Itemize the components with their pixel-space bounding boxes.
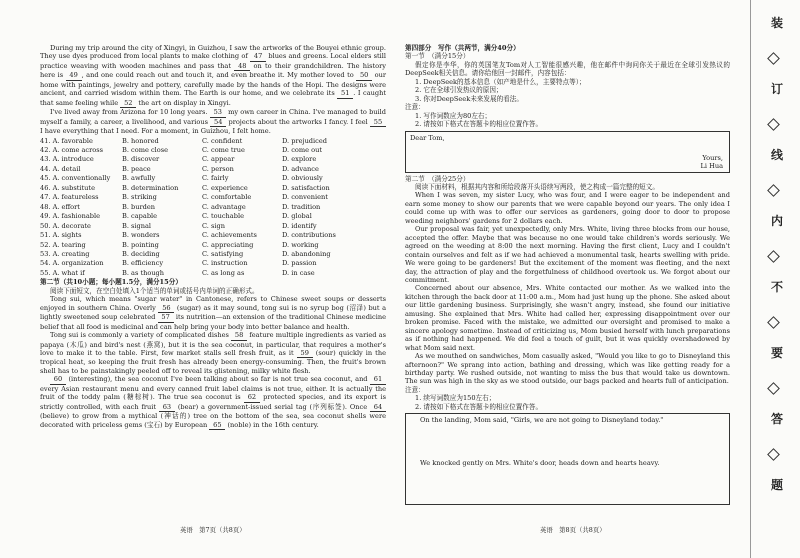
blank-51[interactable]: 51 bbox=[337, 89, 353, 98]
passage-para-2: I've lived away from Arizona for 10 long years. 53 my own career in China. I've managed to build myself a family, a career, a livelihood, and various 54 projects about the artworks I fancy. I feel 55 I have everything that I need. For a moment, in Guizhou, I felt home. bbox=[40, 108, 386, 136]
blank-65[interactable]: 65 bbox=[209, 421, 225, 430]
story-para-3: Concerned about our absence, Mrs. White contacted our mother. As we walked into the kitchen through the back door at 11:00 a.m., Mom had just hung up the phone. She asked about our little gardening business. Surprisingly, she wasn't angry, instead, she found our initiative amusing. She explained that Mrs. White had called her, expressing disappointment over our broken promise. Faced with the mistake, we admitted our oversight and promised to make a sincere apology sometime. Instead of criticizing us, Mom busied herself with lunch preparations as if nothing had happened. We did feel a touch of guilt, but it was quickly overshadowed by what Mom said next. bbox=[405, 284, 730, 352]
option-choice[interactable]: 42. A. come across bbox=[40, 145, 103, 154]
option-choice[interactable]: 52. A. tearing bbox=[40, 240, 86, 249]
options-list bbox=[40, 137, 386, 278]
diamond-icon bbox=[767, 250, 780, 263]
passage-para-1: During my trip around the city of Xingyi, in Guizhou, I saw the artworks of the Bouyei ethnic group. They use dyes produced from local plants to make clothing of 47 blues and greens. Local elders still practice weaving with wooden machines and pass that 48 on to their grandchildren. The history here is 49 , and one could reach out and touch it, and even breathe it. My mother loved to 50 our home with paintings, jewelry and pottery, carefully made by the hands of the Hopi. The designs were ancient, and carried wisdom within them. The Earth is our home, and we celebrate its 51 . I caught that same feeling while 52 the art on display in Xingyi. bbox=[40, 44, 386, 107]
option-row bbox=[40, 250, 386, 258]
note-label-2: 注意： bbox=[405, 385, 425, 394]
continuation-opening-1: On the landing, Mom said, "Girls, we are not going to Disneyland today." bbox=[420, 416, 664, 425]
option-row bbox=[40, 241, 386, 249]
blank-52[interactable]: 52 bbox=[120, 99, 136, 108]
story-para-1: When I was seven, my sister Lucy, who was four, and I were eager to be independent and earn some money to show our parents that we were capable beyond our years. The only idea I could come up with was to offer our services as gardeners, going door to door to propose weeding neighbors' gardens for 2 dollars each. bbox=[405, 191, 730, 225]
option-choice[interactable]: D. convenient bbox=[282, 193, 328, 202]
option-choice[interactable]: 46. A. substitute bbox=[40, 183, 95, 192]
writing-section2-title: 第二节 （满分25分） bbox=[405, 174, 470, 183]
option-choice[interactable]: 45. A. conventionally bbox=[40, 174, 111, 183]
diamond-icon bbox=[767, 118, 780, 131]
tongsui-para-1: Tong sui, which means "sugar water" in Cantonese, refers to Chinese sweet soups or desserts enjoyed in southern China. Overly 56 (sugar) as it may sound, tong sui is no syrup bog (沼泽) but a lightly sweetened soup celebrated 57 its nutrition—an extension of the traditional Chinese medicine belief that all food is medicinal and can help bring your body into better balance and health. bbox=[40, 295, 386, 331]
option-choice[interactable]: C. appreciating bbox=[202, 240, 254, 249]
seal-char: 答 bbox=[770, 412, 783, 426]
option-row bbox=[40, 174, 386, 182]
option-choice[interactable]: C. person bbox=[202, 164, 234, 173]
option-choice[interactable]: C. fairly bbox=[202, 174, 229, 183]
note-4: 2. 请按如下格式在答题卡的相应位置作答。 bbox=[415, 402, 543, 411]
diamond-icon bbox=[767, 184, 780, 197]
option-choice[interactable]: D. satisfaction bbox=[282, 183, 330, 192]
option-choice[interactable]: D. identify bbox=[282, 221, 317, 230]
seal-char: 不 bbox=[770, 280, 783, 294]
writing-section1-title: 第一节 （满分15分） bbox=[405, 52, 470, 61]
option-choice[interactable]: D. working bbox=[282, 240, 319, 249]
option-choice[interactable]: C. confident bbox=[202, 136, 243, 145]
option-choice[interactable]: D. obviously bbox=[282, 174, 323, 183]
option-choice[interactable]: B. honored bbox=[122, 136, 159, 145]
section2-instruction: 阅读下面短文，在空白处填入1个适当的单词或括号内单词的正确形式。 bbox=[50, 286, 259, 295]
option-choice[interactable]: B. striking bbox=[122, 193, 157, 202]
note-label: 注意： bbox=[405, 103, 425, 112]
option-choice[interactable]: B. as though bbox=[122, 268, 165, 277]
option-choice[interactable]: D. global bbox=[282, 212, 312, 221]
option-choice[interactable]: C. instruction bbox=[202, 259, 248, 268]
blank-56[interactable]: 56 bbox=[158, 304, 174, 313]
option-choice[interactable]: D. passion bbox=[282, 259, 317, 268]
option-row bbox=[40, 155, 386, 163]
option-choice[interactable]: B. burden bbox=[122, 202, 156, 211]
blank-61[interactable]: 61 bbox=[370, 375, 386, 384]
option-choice[interactable]: B. pointing bbox=[122, 240, 159, 249]
option-choice[interactable]: C. as long as bbox=[202, 268, 245, 277]
option-choice[interactable]: 55. A. what if bbox=[40, 268, 85, 277]
continuation-answer-box[interactable] bbox=[405, 413, 730, 505]
diamond-icon bbox=[767, 316, 780, 329]
note-1: 1. 写作词数应为80左右； bbox=[415, 111, 492, 120]
blank-47[interactable]: 47 bbox=[250, 52, 266, 61]
option-row bbox=[40, 231, 386, 239]
blank-64[interactable]: 64 bbox=[370, 403, 386, 412]
option-choice[interactable]: 44. A. detail bbox=[40, 164, 81, 173]
option-choice[interactable]: C. touchable bbox=[202, 212, 244, 221]
option-choice[interactable]: D. explore bbox=[282, 155, 317, 164]
option-choice[interactable]: D. advance bbox=[282, 164, 319, 173]
option-row bbox=[40, 222, 386, 230]
option-choice[interactable]: B. discover bbox=[122, 155, 160, 164]
page-footer-left: 英语 第7页（共8页） bbox=[180, 526, 246, 534]
option-choice[interactable]: D. abandoning bbox=[282, 249, 331, 258]
note-2: 2. 请按如下格式在答题卡的相应位置作答。 bbox=[415, 120, 543, 129]
blank-54[interactable]: 54 bbox=[210, 118, 226, 127]
option-choice[interactable]: C. appear bbox=[202, 155, 235, 164]
tongsui-para-2: Tong sui is commonly a variety of complicated dishes 58 feature multiple ingredients as varied as papaya (木瓜) and bird's nest (燕窝), but it is the sea coconut, in particular, that requires a mother's love to make it to the table. First, few market stalls sell fresh fruit, as it 59 (sour) quickly in the tropical heat, so keeping the fruit fresh has already been energy-consuming. Then, the fruit's brown shell has to be painstakingly peeled off to reveal its glistening, milky white flesh. bbox=[40, 331, 386, 375]
point-3: 3. 你对DeepSeek未来发展的看法。 bbox=[415, 94, 523, 103]
section2-title: 第二节（共10小题；每小题1.5分，满分15分） bbox=[40, 278, 182, 287]
point-1: 1. DeepSeek的基本信息（如产地是什么，主要特点等）； bbox=[415, 77, 586, 86]
letter-signature bbox=[700, 154, 723, 170]
letter-answer-box[interactable] bbox=[405, 131, 730, 173]
option-choice[interactable]: B. signal bbox=[122, 221, 152, 230]
option-row bbox=[40, 165, 386, 173]
continuation-opening-2: We knocked gently on Mrs. White's door, heads down and hearts heavy. bbox=[420, 458, 660, 467]
option-choice[interactable]: B. peace bbox=[122, 164, 151, 173]
option-choice[interactable]: 51. A. sights bbox=[40, 231, 82, 240]
binding-strip bbox=[750, 0, 800, 558]
option-choice[interactable]: B. capable bbox=[122, 212, 158, 221]
option-choice[interactable]: C. come true bbox=[202, 145, 245, 154]
story-para-2: Our proposal was fair, yet unexpectedly, only Mrs. White, living three blocks from our house, accepted the offer. Maybe that was because no one would take children's words seriously. We agreed on the weeding at 8:00 the next morning. Having the first client, Lucy and I couldn't contain ourselves and felt as if we had achieved a monumental task, hearts swelling with pride. We were going to be gardeners! But the excitement of the moment was fleeting, and the next day, the attraction of play and the forgetfulness of childhood overtook us. We forgot about our commitment. bbox=[405, 225, 730, 284]
blank-50[interactable]: 50 bbox=[356, 71, 372, 80]
story-para-4: As we mouthed on sandwiches, Mom casually asked, "Would you like to go to Disneyland this afternoon?" We sprang into action, bathing and dressing, which was like getting ready for a birthday party. We rushed outside, not wanting to miss the bus that would take us downtown. The sun was high in the sky as we stood outside, our bags packed and hearts full of anticipation. bbox=[405, 352, 730, 386]
option-choice[interactable]: 47. A. featureless bbox=[40, 193, 99, 202]
blank-62[interactable]: 62 bbox=[244, 393, 260, 402]
blank-60[interactable]: 60 bbox=[50, 375, 66, 384]
right-column bbox=[405, 44, 730, 507]
option-choice[interactable]: C. satisfying bbox=[202, 249, 244, 258]
note-3: 1. 续写词数应为150左右； bbox=[415, 394, 496, 403]
option-row bbox=[40, 212, 386, 220]
option-choice[interactable]: C. sign bbox=[202, 221, 225, 230]
option-choice[interactable]: D. in case bbox=[282, 268, 315, 277]
blank-63[interactable]: 63 bbox=[159, 403, 175, 412]
option-choice[interactable]: 43. A. introduce bbox=[40, 155, 94, 164]
point-2: 2. 它在全球引发热议的原因； bbox=[415, 86, 503, 95]
blank-55[interactable]: 55 bbox=[370, 118, 386, 127]
seal-char: 要 bbox=[770, 346, 783, 360]
blank-59[interactable]: 59 bbox=[297, 349, 313, 358]
option-choice[interactable]: B. deciding bbox=[122, 249, 160, 258]
option-choice[interactable]: 48. A. effort bbox=[40, 202, 80, 211]
option-row bbox=[40, 203, 386, 211]
option-choice[interactable]: 49. A. fashionable bbox=[40, 212, 101, 221]
option-row bbox=[40, 269, 386, 277]
blank-53[interactable]: 53 bbox=[210, 108, 226, 117]
seal-char: 题 bbox=[770, 478, 783, 492]
blank-49[interactable]: 49 bbox=[66, 71, 82, 80]
option-choice[interactable]: B. wonders bbox=[122, 231, 160, 240]
seal-char: 装 bbox=[770, 16, 783, 30]
seal-char: 内 bbox=[770, 214, 783, 228]
part4-title: 第四部分 写作（共两节，满分40分） bbox=[405, 44, 520, 52]
option-choice[interactable]: D. contributions bbox=[282, 231, 336, 240]
option-choice[interactable]: B. efficiency bbox=[122, 259, 164, 268]
option-choice[interactable]: D. tradition bbox=[282, 202, 321, 211]
writing-section2-instruction: 阅读下面材料，根据其内容和所给段落开头语续写两段，使之构成一篇完整的短文。 bbox=[415, 182, 659, 191]
option-choice[interactable]: B. determination bbox=[122, 183, 179, 192]
option-choice[interactable]: D. prejudiced bbox=[282, 136, 327, 145]
diamond-icon bbox=[767, 448, 780, 461]
option-choice[interactable]: D. come out bbox=[282, 145, 323, 154]
diamond-icon bbox=[767, 52, 780, 65]
seal-char: 订 bbox=[770, 82, 783, 96]
blank-58[interactable]: 58 bbox=[231, 331, 247, 340]
option-choice[interactable]: C. experience bbox=[202, 183, 248, 192]
seal-char: 线 bbox=[770, 148, 783, 162]
letter-closing: Yours, bbox=[702, 153, 723, 162]
option-choice[interactable]: B. awfully bbox=[122, 174, 156, 183]
tongsui-para-3: 60 (interesting), the sea coconut I've been talking about so far is not true sea coconut, and 61 every Asian restaurant menu and every canned fruit label claims is not true, either. It is actually the fruit of the toddy palm (糖棕树). The true sea coconut is 62 protected species, and its export is strictly controlled, with each fruit 63 (bear) a government-issued serial tag (序列标签). Once 64 (believe) to grow from a mythical (神话的) tree on the bottom of the sea, sea coconut shells were decorated with priceless gems (宝石) by European 65 (noble) in the 16th century. bbox=[40, 375, 386, 429]
option-choice[interactable]: 53. A. creating bbox=[40, 249, 90, 258]
option-row bbox=[40, 193, 386, 201]
writing-section1-prompt: 假定你是李华，你的英国笔友Tom对人工智能很感兴趣，他在邮件中询问你关于最近在全球引发热议的DeepSeek相关信息。请你给他回一封邮件，内容包括： bbox=[405, 60, 730, 78]
option-choice[interactable]: 50. A. decorate bbox=[40, 221, 91, 230]
option-row bbox=[40, 184, 386, 192]
option-row bbox=[40, 137, 386, 145]
blank-48[interactable]: 48 bbox=[234, 62, 250, 71]
page-footer-right: 英语 第8页（共8页） bbox=[540, 526, 606, 534]
letter-greeting: Dear Tom, bbox=[410, 133, 445, 142]
option-choice[interactable]: C. achievements bbox=[202, 231, 257, 240]
option-choice[interactable]: C. advantage bbox=[202, 202, 246, 211]
option-row bbox=[40, 146, 386, 154]
diamond-icon bbox=[767, 382, 780, 395]
option-choice[interactable]: B. come close bbox=[122, 145, 169, 154]
option-choice[interactable]: 54. A. organization bbox=[40, 259, 104, 268]
option-row bbox=[40, 259, 386, 267]
left-column bbox=[40, 44, 386, 430]
blank-57[interactable]: 57 bbox=[158, 313, 174, 322]
option-choice[interactable]: 41. A. favorable bbox=[40, 136, 93, 145]
letter-name: Li Hua bbox=[700, 161, 723, 170]
option-choice[interactable]: C. comfortable bbox=[202, 193, 252, 202]
